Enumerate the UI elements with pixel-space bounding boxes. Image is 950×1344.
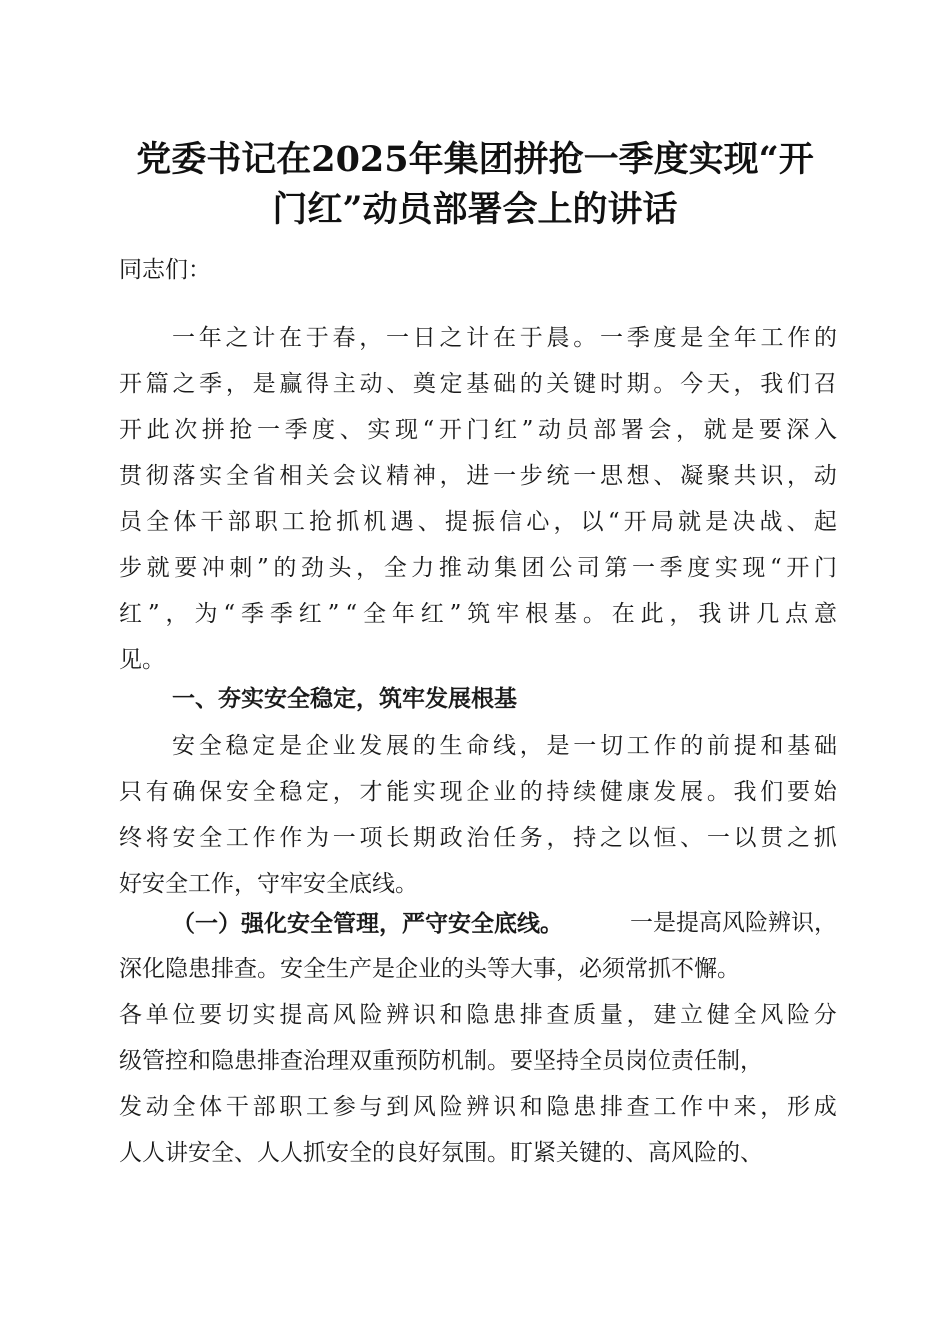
paragraph-1-line: 红 ” ， 为 “ 季 季 红 ” “ 全 年 红 ” 筑 牢 根 基 。 在 此 ， 我 讲 几 点 意 [119, 601, 837, 627]
document-title-line-2: 门红”动员部署会上的讲话 [272, 189, 678, 230]
paragraph-1-line: 一 年 之 计 在 于 春 ， 一 日 之 计 在 于 晨 。 一 季 度 是 全 年 工 作 的 [172, 325, 837, 351]
salutation: 同志们： [119, 257, 211, 283]
paragraph-1-line: 开 篇 之 季 ， 是 赢 得 主 动 、 奠 定 基 础 的 关 键 时 期 。 今 天 ， 我 们 召 [119, 371, 837, 397]
paragraph-1-line: 开 此 次 拼 抢 一 季 度 、 实 现 “ 开 门 红 ” 动 员 部 署 会 ， 就 是 要 深 入 [119, 417, 837, 443]
paragraph-3-line: 发 动 全 体 干 部 职 工 参 与 到 风 险 辨 识 和 隐 患 排 查 工 作 中 来 ， 形 成 [119, 1094, 837, 1120]
paragraph-3-line: 深化隐患排查。安全生产是企业的头等大事，必须常抓不懈。 [119, 956, 740, 982]
document-title-line-1: 党委书记在2025年集团拼抢一季度实现“开 [136, 139, 814, 180]
subsection-line [172, 912, 837, 940]
subsection-heading-1-rest: 一是提高风险辨识， [630, 910, 837, 936]
paragraph-1-line: 员 全 体 干 部 职 工 抢 抓 机 遇 、 提 振 信 心 ， 以 “ 开 局 就 是 决 战 、 起 [119, 509, 837, 535]
paragraph-2-line: 安 全 稳 定 是 企 业 发 展 的 生 命 线 ， 是 一 切 工 作 的 前 提 和 基 础 [172, 733, 837, 759]
paragraph-3-line: 级管控和隐患排查治理双重预防机制。要坚持全员岗位责任制， [119, 1048, 763, 1074]
paragraph-1-line: 贯 彻 落 实 全 省 相 关 会 议 精 神 ， 进 一 步 统 一 思 想 、 凝 聚 共 识 ， 动 [119, 463, 837, 489]
paragraph-2-line: 终 将 安 全 工 作 作 为 一 项 长 期 政 治 任 务 ， 持 之 以 恒 、 一 以 贯 之 抓 [119, 825, 837, 851]
section-heading-1: 一、夯实安全稳定，筑牢发展根基 [172, 686, 517, 712]
paragraph-1-line: 见。 [119, 647, 165, 673]
paragraph-2-line: 只 有 确 保 安 全 稳 定 ， 才 能 实 现 企 业 的 持 续 健 康 发 展 。 我 们 要 始 [119, 779, 837, 805]
paragraph-3-line: 人人讲安全、人人抓安全的良好氛围。盯紧关键的、高风险的、 [119, 1140, 763, 1166]
subsection-heading-1: （一）强化安全管理，严守安全底线。 [172, 910, 563, 937]
paragraph-1-line: 步 就 要 冲 刺 ” 的 劲 头 ， 全 力 推 动 集 团 公 司 第 一 季 度 实 现 “ 开 门 [119, 555, 837, 581]
paragraph-3-line: 各 单 位 要 切 实 提 高 风 险 辨 识 和 隐 患 排 查 质 量 ， 建 立 健 全 风 险 分 [119, 1002, 837, 1028]
paragraph-2-line: 好安全工作，守牢安全底线。 [119, 871, 418, 897]
